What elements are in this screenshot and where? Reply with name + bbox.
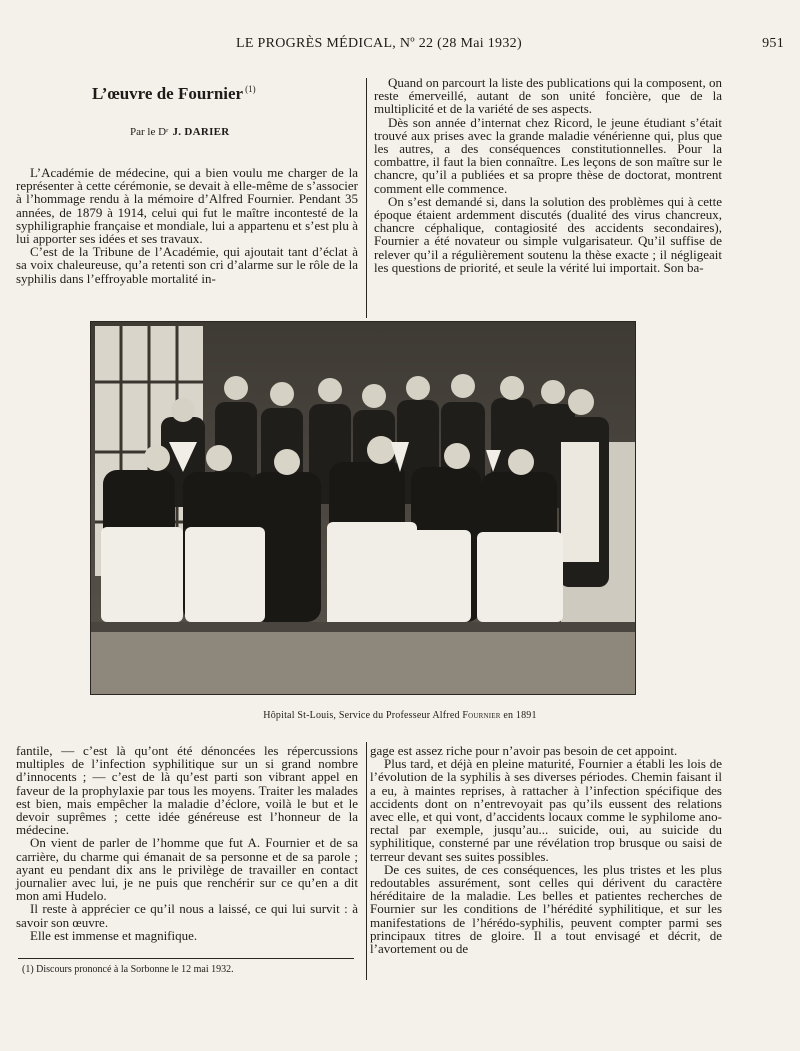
author-name: J. DARIER bbox=[172, 126, 230, 138]
footnote: (1) Discours prononcé à la Sorbonne le 12 mai 1932. bbox=[22, 964, 234, 975]
paragraph: On vient de parler de l’homme que fut A. Fournier et de sa carrière, du charme qui émanait de sa personne et de sa parole ; ayant eu pendant dix ans le privilège de travailler en contact journalier avec lui, je ne puis que renchérir sur ce qu’en a dit mon ami Hudelo. bbox=[16, 835, 358, 904]
page-header bbox=[16, 36, 784, 56]
paragraph: C’est de la Tribune de l’Académie, qui ajoutait tant d’éclat à sa voix chaleureuse, qu’a retenti son cri d’alarme sur le rôle de la syphilis dans l’effroyable mortalité in- bbox=[16, 244, 358, 286]
byline bbox=[130, 126, 230, 138]
caption-name: Fournier bbox=[462, 710, 501, 721]
paragraph: Quand on parcourt la liste des publications qui la composent, on reste émerveillé, autant de son unité foncière, que de la multiplicité et de la variété de ses aspects. bbox=[374, 75, 722, 117]
text-column-bottom-right bbox=[370, 744, 722, 955]
column-rule-top bbox=[366, 78, 367, 318]
photo-caption: Hôpital St-Louis, Service du Professeur Alfred Fournier en 1891 bbox=[263, 710, 537, 721]
title-footnote-marker: (1) bbox=[245, 84, 256, 95]
running-title: LE PROGRÈS MÉDICAL, Nº 22 (28 Mai 1932) bbox=[236, 36, 522, 51]
text-column-top-right bbox=[374, 76, 722, 274]
paragraph: On s’est demandé si, dans la solution des problèmes qui à cette époque étaient ardemment discutés (dualité des virus chancreux, chancre céphalique, contagiosité des accidents secondaires), Fournier a été novateur ou simple vulgarisateur. Qu’il suffise de relever qu’il a régulièrement soutenu la thèse exacte ; il négligeait les questions de priorité, et seule la vérité lui importait. Son ba- bbox=[374, 193, 722, 275]
paragraph: Plus tard, et déjà en pleine maturité, Fournier a établi les lois de l’évolution de la syphilis à ses diverses périodes. Chemin faisant il a eu, à maintes reprises, à rattacher à l’infection spécifique des accidents dont on n’entrevoyait pas qu’ils eussent des relations avec elle, et qui vont, d’accidents locaux comme le syphilome ano-rectal par exemple, jusqu’au... suicide, oui, au suicide du syphilitique, consterné par une révélation trop brusque ou saisi de terreur devant ses suites possibles. bbox=[370, 756, 722, 864]
paragraph: Il reste à apprécier ce qu’il nous a laissé, ce qui lui survit : à savoir son œuvre. bbox=[16, 901, 358, 930]
footnote-rule bbox=[18, 958, 354, 959]
paragraph: De ces suites, de ces conséquences, les plus tristes et les plus redoutables assurément, sont celles qui dérivent du caractère héréditaire de la maladie. Les belles et patientes recherches de Fournier sur les conditions de l’hérédité syphilitique, et sur les manifestations de l’hérédo-syphilis, peuvent compter parmi ses principaux titres de gloire. Il a tout envisagé et décrit, de l’avortement ou de bbox=[370, 861, 722, 957]
paragraph: gage est assez riche pour n’avoir pas besoin de cet appoint. bbox=[370, 743, 678, 758]
column-rule-bottom bbox=[366, 742, 367, 980]
byline-prefix: Par le Dʳ bbox=[130, 126, 169, 138]
paragraph: Dès son année d’internat chez Ricord, le jeune étudiant s’était trouvé aux prises avec la grande maladie vénérienne qui, plus que les autres, a des conséquences constitutionnelles. Pour la combattre, il faut la bien connaître. Les leçons de son maître sur le chancre, qu’il a publiées et sa propre thèse de doctorat, montrent comment elle commence. bbox=[374, 114, 722, 196]
paragraph: L’Académie de médecine, qui a bien voulu me charger de la représenter à cette cérémonie, se devait à elle-même de s’associer à l’hommage rendu à la mémoire d’Alfred Fournier. Pendant 35 années, de 1879 à 1914, celui qui fut le maître incontesté de la syphiligraphie française et mondiale, lui a appartenu et s’est plu à lui apporter ses idées et ses travaux. bbox=[16, 165, 358, 247]
page-number: 951 bbox=[762, 36, 784, 51]
group-photograph bbox=[90, 321, 636, 695]
text-column-top-left bbox=[16, 166, 358, 285]
text-column-bottom-left bbox=[16, 744, 358, 942]
paragraph: Elle est immense et magnifique. bbox=[30, 927, 198, 943]
article-title: L’œuvre de Fournier $^{(1)}$ bbox=[92, 84, 256, 103]
photograph-image bbox=[91, 322, 635, 694]
paragraph: fantile, — c’est là qu’ont été dénoncées les répercussions multiples de l’infection syphilitique sur un si grand nombre d’innocents ; — c’est de là qu’est parti son vibrant appel en faveur de la prophylaxie par tous les moyens. Traiter les malades est bien, mais empêcher la maladie d’éclore, voilà le but et le devoir suprêmes ; cette idée généreuse est l’honneur de la médecine. bbox=[16, 743, 358, 838]
